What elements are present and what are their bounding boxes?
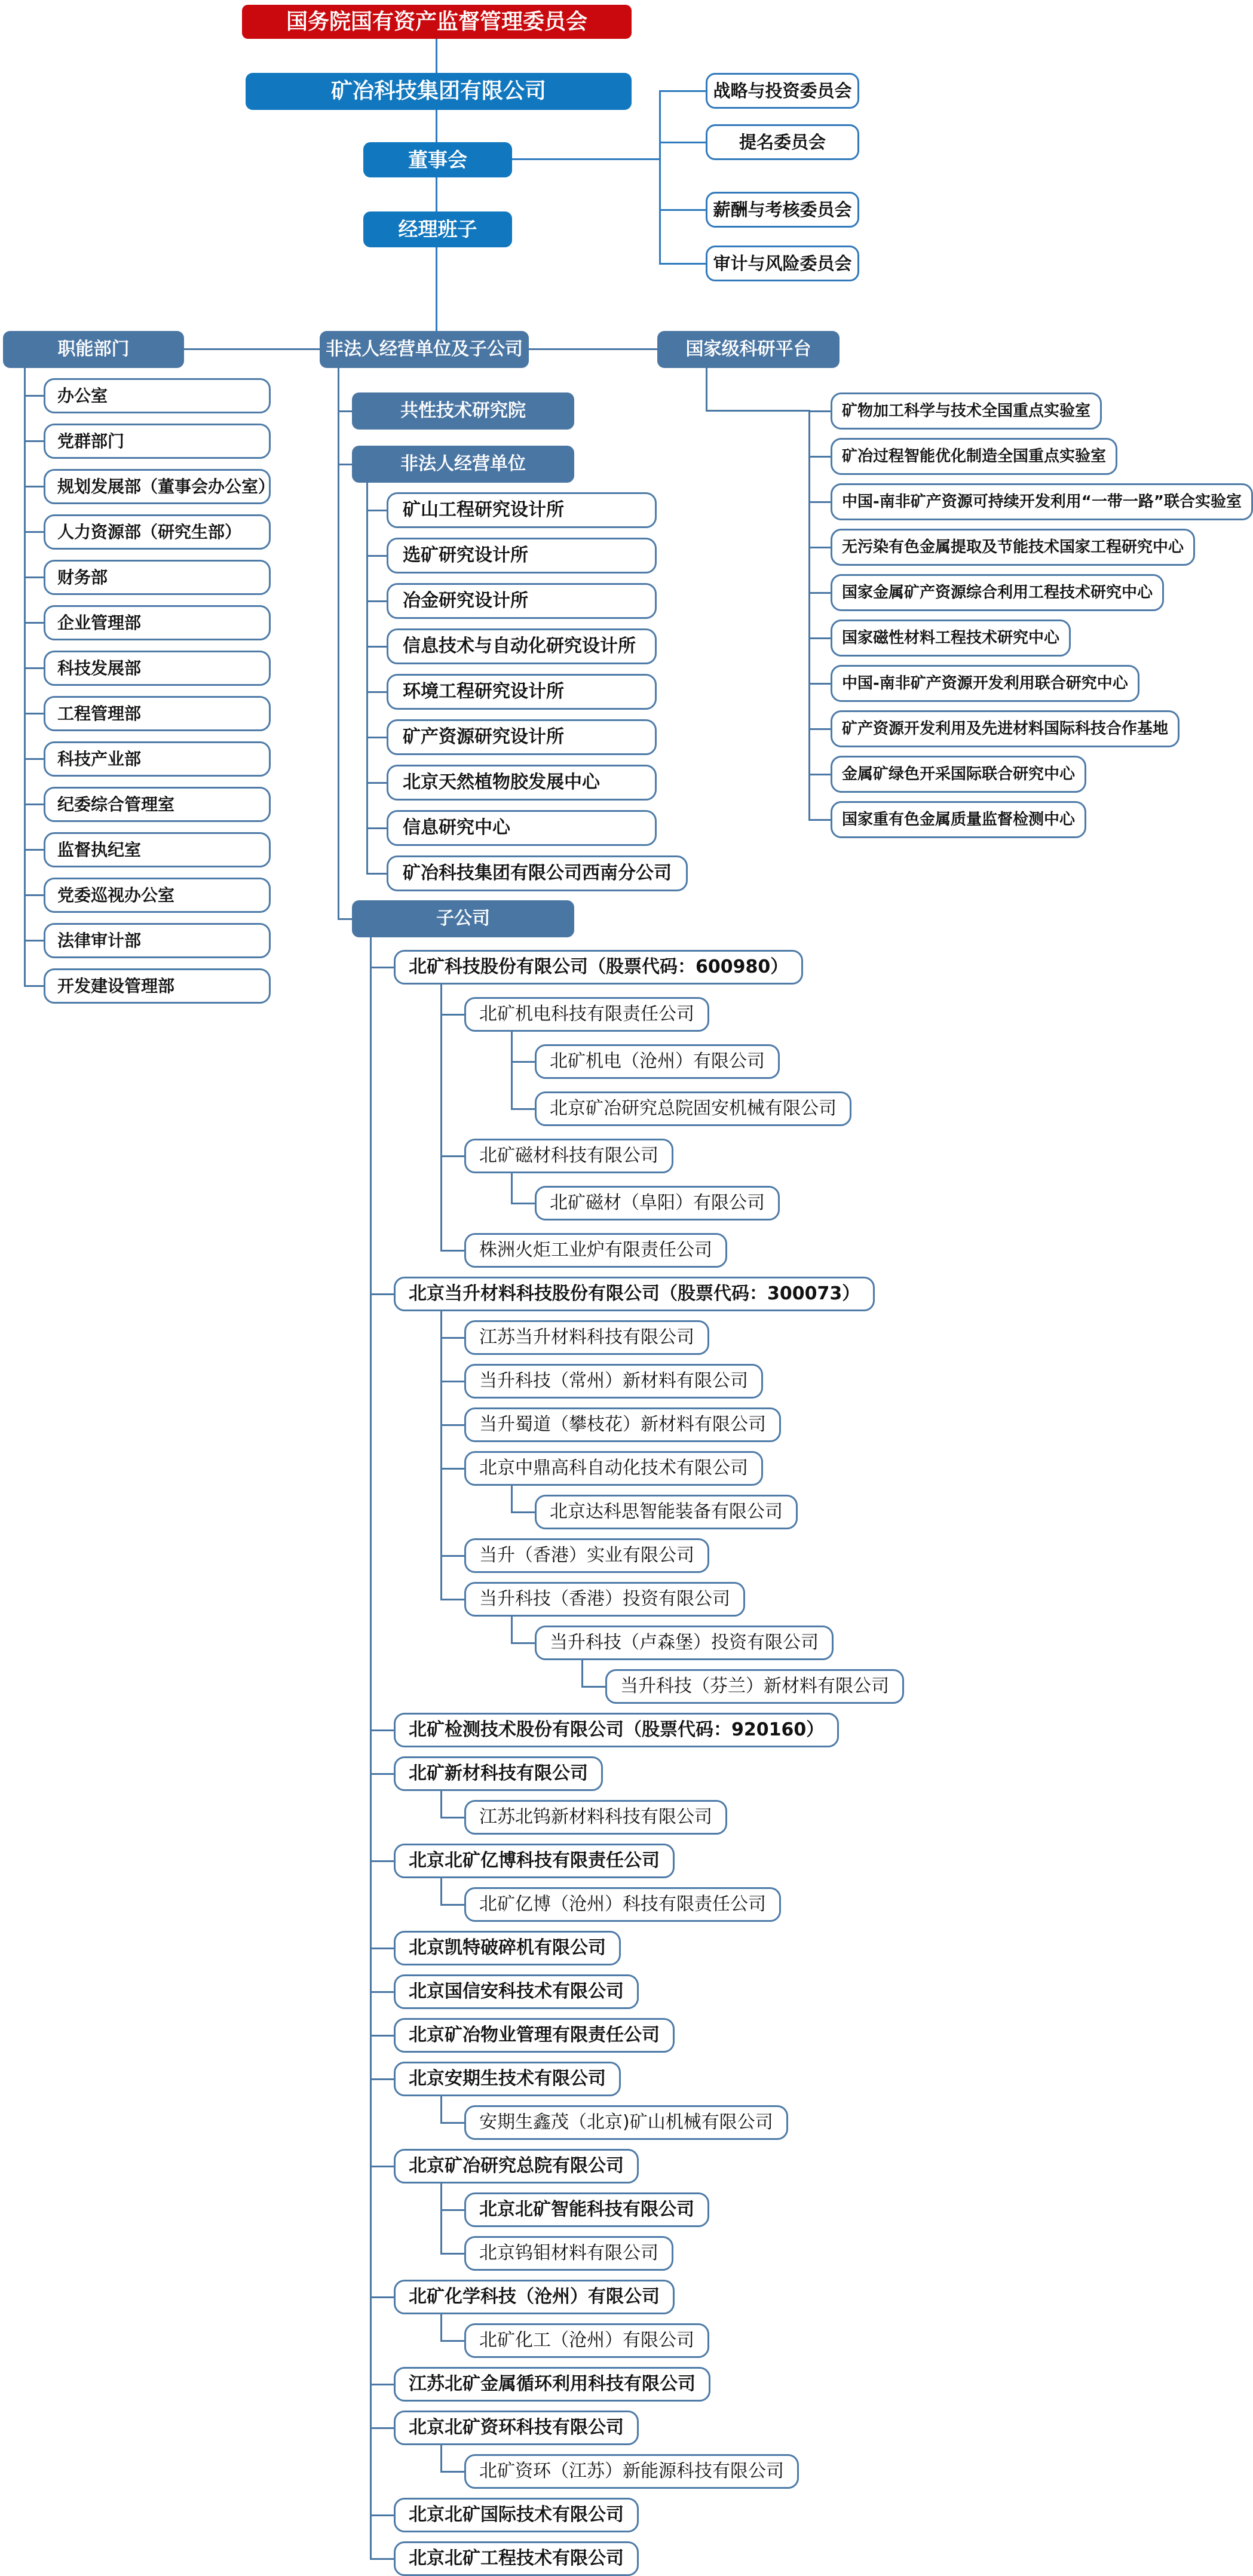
connector-line — [659, 209, 706, 211]
org-node — [44, 595, 271, 640]
org-node — [394, 2532, 904, 2576]
org-box: 矿冶科技集团有限公司西南分公司 — [387, 855, 688, 891]
branch-header-business: 非法人经营单位及子公司 — [320, 331, 529, 368]
children-group — [394, 937, 904, 2576]
org-node — [464, 1529, 904, 1573]
children-group — [387, 483, 904, 891]
children-group — [464, 2096, 904, 2140]
org-box: 中国-南非矿产资源可持续开发利用“一带一路”联合实验室 — [831, 483, 1253, 520]
org-node — [387, 846, 904, 891]
org-box: 矿山工程研究设计所 — [387, 492, 657, 528]
org-box: 北京达科思智能装备有限公司 — [535, 1495, 798, 1529]
org-box: 北矿新材科技有限公司 — [394, 1756, 603, 1791]
section-header-nonlegal: 非法人经营单位 — [352, 446, 574, 483]
management-box: 经理班子 — [363, 211, 512, 247]
org-box: 矿冶过程智能优化制造全国重点实验室 — [831, 438, 1117, 475]
section-header-institute: 共性技术研究院 — [352, 392, 574, 430]
children-group — [464, 2314, 904, 2358]
org-node — [387, 664, 904, 710]
org-box: 无污染有色金属提取及节能技术国家工程研究中心 — [831, 529, 1195, 566]
org-node — [605, 1660, 904, 1704]
org-node — [352, 430, 904, 891]
org-box: 环境工程研究设计所 — [387, 674, 657, 710]
connector-line — [659, 263, 706, 265]
business-column — [320, 368, 904, 2576]
children-group — [464, 1311, 904, 1704]
org-box: 金属矿绿色开采国际联合研究中心 — [831, 756, 1086, 793]
org-node — [394, 1835, 904, 1922]
org-box: 矿产资源开发利用及先进材料国际科技合作基地 — [831, 710, 1180, 747]
org-node — [387, 710, 904, 755]
org-node — [394, 1922, 904, 1965]
org-node — [394, 1268, 904, 1704]
org-box: 北矿化工（沧州）有限公司 — [464, 2323, 709, 2358]
branch-header-functional: 职能部门 — [3, 331, 184, 368]
committee-box: 审计与风险委员会 — [706, 246, 859, 281]
org-box: 北矿机电（沧州）有限公司 — [535, 1044, 780, 1079]
org-node — [394, 2402, 904, 2489]
org-box: 北京国信安科技术有限公司 — [394, 1974, 639, 2009]
org-node — [464, 1311, 904, 1355]
org-node — [464, 1126, 904, 1220]
org-box: 党委巡视办公室 — [44, 878, 271, 913]
org-box: 信息技术与自动化研究设计所 — [387, 628, 657, 664]
org-node — [394, 2053, 904, 2140]
org-node — [44, 686, 271, 731]
children-group — [44, 368, 275, 1004]
connector-line — [659, 142, 706, 143]
org-node — [44, 913, 271, 958]
org-node — [464, 985, 904, 1126]
children-group — [352, 368, 904, 2576]
org-node — [535, 1173, 904, 1220]
org-box: 北京钨钼材料有限公司 — [464, 2236, 673, 2271]
org-box: 北矿磁材（阜阳）有限公司 — [535, 1186, 780, 1220]
org-box: 信息研究中心 — [387, 810, 657, 846]
children-group — [535, 1173, 904, 1220]
org-box: 北矿磁材科技有限公司 — [464, 1139, 673, 1173]
org-node — [387, 528, 904, 574]
org-box: 选矿研究设计所 — [387, 538, 657, 574]
committee-box: 薪酬与考核委员会 — [706, 192, 859, 228]
children-group — [535, 1617, 904, 1704]
org-box: 科技产业部 — [44, 741, 271, 777]
org-box: 法律审计部 — [44, 923, 271, 958]
org-box: 北京矿冶研究总院固安机械有限公司 — [535, 1091, 851, 1126]
org-node — [535, 1617, 904, 1704]
org-box: 北京北矿资环科技有限公司 — [394, 2411, 639, 2445]
org-box: 北京北矿国际技术有限公司 — [394, 2498, 639, 2532]
children-group — [535, 1486, 904, 1529]
org-box: 中国-南非矿产资源开发利用联合研究中心 — [831, 665, 1139, 702]
org-node — [387, 574, 904, 619]
org-node — [464, 1442, 904, 1529]
org-node — [464, 1399, 904, 1442]
functional-column — [3, 368, 275, 1004]
org-node — [387, 483, 904, 528]
org-node — [394, 2489, 904, 2532]
connector-line — [659, 90, 661, 265]
org-box: 北矿机电科技有限责任公司 — [464, 997, 709, 1032]
children-group — [464, 985, 904, 1268]
connector-line — [512, 158, 659, 160]
org-box: 江苏当升材料科技有限公司 — [464, 1320, 709, 1355]
org-box: 安期生鑫茂（北京)矿山机械有限公司 — [464, 2105, 788, 2140]
org-node — [387, 755, 904, 801]
org-node — [464, 1878, 904, 1922]
org-node — [44, 958, 271, 1004]
org-box: 北京中鼎高科自动化技术有限公司 — [464, 1451, 763, 1486]
org-node — [464, 2227, 904, 2271]
company-box: 矿冶科技集团有限公司 — [246, 73, 632, 110]
org-box: 工程管理部 — [44, 696, 271, 731]
org-box: 国家重有色金属质量监督检测中心 — [831, 801, 1086, 838]
org-box: 当升科技（常州）新材料有限公司 — [464, 1364, 763, 1399]
org-node — [394, 1704, 904, 1747]
org-node — [44, 368, 271, 413]
children-group — [464, 2184, 904, 2271]
org-box: 冶金研究设计所 — [387, 583, 657, 619]
org-box: 北京安期生技术有限公司 — [394, 2062, 621, 2096]
connector-line — [436, 110, 437, 142]
org-node — [394, 1747, 904, 1835]
org-box: 北京北矿工程技术有限公司 — [394, 2541, 639, 2576]
org-box: 矿产资源研究设计所 — [387, 719, 657, 755]
org-node — [44, 867, 271, 913]
org-box: 开发建设管理部 — [44, 968, 271, 1004]
org-node — [394, 937, 904, 1268]
children-group — [464, 1791, 904, 1835]
org-box: 财务部 — [44, 560, 271, 595]
org-node — [394, 2009, 904, 2053]
children-group — [605, 1660, 904, 1704]
org-node — [394, 2358, 904, 2402]
org-node — [394, 2140, 904, 2271]
org-node — [44, 640, 271, 686]
org-box: 北京天然植物胶发展中心 — [387, 765, 657, 801]
org-box: 国家磁性材料工程技术研究中心 — [831, 620, 1071, 657]
org-node — [535, 1032, 904, 1079]
children-group — [464, 2445, 904, 2489]
org-node — [387, 619, 904, 664]
org-box: 当升科技（芬兰）新材料有限公司 — [605, 1669, 904, 1704]
org-box: 规划发展部（董事会办公室） — [44, 469, 271, 504]
branch-header-platforms: 国家级科研平台 — [657, 331, 840, 368]
org-node — [464, 2314, 904, 2358]
org-node — [352, 891, 904, 2576]
org-box: 北京凯特破碎机有限公司 — [394, 1931, 621, 1965]
org-node — [44, 731, 271, 777]
org-box: 北京北矿智能科技有限公司 — [464, 2192, 709, 2227]
org-box: 北京矿冶研究总院有限公司 — [394, 2149, 639, 2184]
org-box: 国家金属矿产资源综合利用工程技术研究中心 — [831, 574, 1164, 611]
root-box: 国务院国有资产监督管理委员会 — [242, 5, 632, 39]
org-box: 北京北矿亿博科技有限责任公司 — [394, 1844, 675, 1878]
org-box: 江苏北矿金属循环利用科技有限公司 — [394, 2367, 710, 2402]
org-box: 办公室 — [44, 378, 271, 413]
org-box: 纪委综合管理室 — [44, 787, 271, 822]
connector-line — [436, 247, 437, 331]
org-node — [44, 504, 271, 550]
org-node — [464, 1573, 904, 1704]
org-node — [44, 550, 271, 595]
board-box: 董事会 — [363, 142, 512, 177]
org-box: 株洲火炬工业炉有限责任公司 — [464, 1233, 727, 1268]
org-box: 北矿亿博（沧州）科技有限责任公司 — [464, 1887, 781, 1922]
org-node — [394, 2271, 904, 2358]
org-box: 当升科技（卢森堡）投资有限公司 — [535, 1626, 834, 1660]
org-box: 当升（香港）实业有限公司 — [464, 1538, 709, 1573]
org-box: 北京矿冶物业管理有限责任公司 — [394, 2018, 675, 2053]
connector-line — [529, 348, 657, 350]
org-node — [464, 1791, 904, 1835]
org-node — [535, 1486, 904, 1529]
org-box: 北矿科技股份有限公司（股票代码：600980） — [394, 950, 803, 985]
connector-line — [659, 90, 706, 92]
children-group — [464, 1878, 904, 1922]
org-box: 科技发展部 — [44, 651, 271, 686]
org-node — [535, 1079, 904, 1126]
committee-box: 战略与投资委员会 — [706, 73, 859, 109]
org-box: 北矿资环（江苏）新能源科技有限公司 — [464, 2454, 799, 2489]
org-box: 当升科技（香港）投资有限公司 — [464, 1582, 745, 1617]
org-box: 企业管理部 — [44, 605, 271, 640]
org-node — [44, 459, 275, 504]
org-node — [394, 1965, 904, 2009]
org-node — [352, 368, 904, 430]
org-box: 监督执纪室 — [44, 832, 271, 867]
org-node — [387, 801, 904, 846]
org-box: 当升蜀道（攀枝花）新材料有限公司 — [464, 1407, 781, 1442]
org-box: 北京当升材料科技股份有限公司（股票代码：300073） — [394, 1277, 875, 1311]
org-node — [464, 2096, 904, 2140]
org-node — [464, 2445, 904, 2489]
org-box: 北矿化学科技（沧州）有限公司 — [394, 2280, 675, 2314]
connector-line — [184, 348, 320, 350]
org-box: 人力资源部（研究生部） — [44, 514, 271, 550]
org-box: 北矿检测技术股份有限公司（股票代码：920160） — [394, 1713, 839, 1747]
committee-box: 提名委员会 — [706, 124, 859, 160]
org-node — [44, 777, 271, 822]
org-box: 江苏北钨新材料科技有限公司 — [464, 1800, 727, 1835]
connector-line — [436, 39, 437, 73]
org-node — [464, 1355, 904, 1399]
section-header-subsidiaries: 子公司 — [352, 900, 574, 937]
org-node — [464, 1220, 904, 1268]
org-node — [464, 2184, 904, 2227]
org-node — [44, 413, 271, 459]
org-box: 党群部门 — [44, 424, 271, 459]
children-group — [535, 1032, 904, 1126]
org-node — [44, 822, 271, 867]
org-box: 矿物加工科学与技术全国重点实验室 — [831, 392, 1102, 430]
connector-line — [436, 177, 437, 211]
